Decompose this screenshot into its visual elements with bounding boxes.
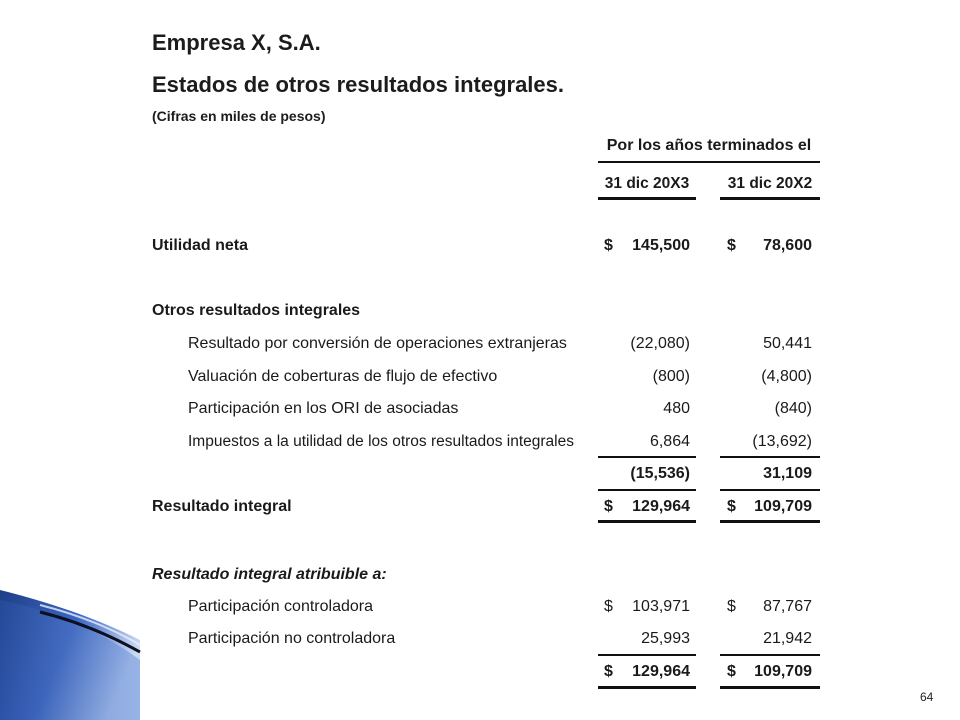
cell-conversion-20x3 bbox=[604, 335, 690, 353]
cell-controladora-20x2 bbox=[727, 598, 812, 616]
row-label-coberturas: Valuación de coberturas de flujo de efectivo bbox=[188, 368, 498, 385]
cell-impuestos-20x2 bbox=[727, 433, 812, 451]
value: 87,767 bbox=[763, 598, 812, 615]
value: 103,971 bbox=[632, 598, 690, 615]
value: 129,964 bbox=[632, 498, 690, 515]
statement-title: Estados de otros resultados integrales. bbox=[152, 72, 565, 97]
attrib-rule-20x3 bbox=[598, 654, 696, 656]
value: 109,709 bbox=[754, 663, 812, 680]
row-label-asociadas: Participación en los ORI de asociadas bbox=[188, 400, 459, 417]
row-label-resultado-integral: Resultado integral bbox=[152, 498, 292, 515]
currency-symbol: $ bbox=[604, 237, 613, 254]
subtotal-rule-20x2 bbox=[720, 456, 820, 458]
double-rule-20x3 bbox=[598, 520, 696, 523]
value: 31,109 bbox=[763, 465, 812, 482]
cell-total-atribuible-20x3 bbox=[604, 663, 690, 681]
currency-symbol: $ bbox=[727, 598, 736, 615]
cell-controladora-20x3 bbox=[604, 598, 690, 616]
row-label-atribuible-heading: Resultado integral atribuible a: bbox=[152, 566, 387, 583]
row-label-ori-heading: Otros resultados integrales bbox=[152, 302, 361, 319]
value: (800) bbox=[652, 368, 690, 385]
page-number: 64 bbox=[920, 690, 934, 704]
cell-utilidad-neta-20x2 bbox=[727, 237, 812, 255]
units-note: (Cifras en miles de pesos) bbox=[152, 108, 326, 124]
cell-resultado-integral-20x2 bbox=[727, 498, 812, 516]
value: 109,709 bbox=[754, 498, 812, 515]
cell-asociadas-20x2 bbox=[727, 400, 812, 418]
period-header-underline bbox=[598, 161, 820, 163]
attrib-rule-20x2 bbox=[720, 654, 820, 656]
value: (840) bbox=[774, 400, 812, 417]
column-header-20x3: 31 dic 20X3 bbox=[604, 175, 690, 192]
value: 25,993 bbox=[641, 630, 690, 647]
value: (22,080) bbox=[630, 335, 690, 352]
cell-subtotal-ori-20x2 bbox=[727, 465, 812, 483]
column-header-20x3-underline bbox=[598, 197, 696, 200]
cell-asociadas-20x3 bbox=[604, 400, 690, 418]
cell-no-controladora-20x2 bbox=[727, 630, 812, 648]
period-header: Por los años terminados el bbox=[606, 137, 812, 154]
value: (4,800) bbox=[761, 368, 812, 385]
column-header-20x2: 31 dic 20X2 bbox=[727, 175, 813, 192]
row-label-no-controladora: Participación no controladora bbox=[188, 630, 396, 647]
currency-symbol: $ bbox=[604, 663, 613, 680]
final-double-rule-20x2 bbox=[720, 686, 820, 689]
column-header-20x2-underline bbox=[720, 197, 820, 200]
value: 145,500 bbox=[632, 237, 690, 254]
total-rule-20x3 bbox=[598, 489, 696, 491]
cell-resultado-integral-20x3 bbox=[604, 498, 690, 516]
row-label-utilidad-neta: Utilidad neta bbox=[152, 237, 249, 254]
row-label-impuestos: Impuestos a la utilidad de los otros resultados integrales bbox=[188, 433, 574, 450]
final-double-rule-20x3 bbox=[598, 686, 696, 689]
value: 21,942 bbox=[763, 630, 812, 647]
currency-symbol: $ bbox=[727, 237, 736, 254]
total-rule-20x2 bbox=[720, 489, 820, 491]
cell-coberturas-20x3 bbox=[604, 368, 690, 386]
value: 78,600 bbox=[763, 237, 812, 254]
row-label-controladora: Participación controladora bbox=[188, 598, 373, 615]
cell-subtotal-ori-20x3 bbox=[604, 465, 690, 483]
value: 50,441 bbox=[763, 335, 812, 352]
cell-utilidad-neta-20x3 bbox=[604, 237, 690, 255]
cell-coberturas-20x2 bbox=[727, 368, 812, 386]
value: (15,536) bbox=[630, 465, 690, 482]
company-name: Empresa X, S.A. bbox=[152, 30, 321, 55]
cell-no-controladora-20x3 bbox=[604, 630, 690, 648]
currency-symbol: $ bbox=[727, 498, 736, 515]
row-label-conversion: Resultado por conversión de operaciones extranjeras bbox=[188, 335, 567, 352]
double-rule-20x2 bbox=[720, 520, 820, 523]
cell-total-atribuible-20x2 bbox=[727, 663, 812, 681]
value: 480 bbox=[663, 400, 690, 417]
currency-symbol: $ bbox=[604, 598, 613, 615]
value: 6,864 bbox=[649, 433, 690, 450]
subtotal-rule-20x3 bbox=[598, 456, 696, 458]
currency-symbol: $ bbox=[604, 498, 613, 515]
currency-symbol: $ bbox=[727, 663, 736, 680]
value: (13,692) bbox=[752, 433, 812, 450]
value: 129,964 bbox=[632, 663, 690, 680]
cell-conversion-20x2 bbox=[727, 335, 812, 353]
cell-impuestos-20x3 bbox=[604, 433, 690, 451]
